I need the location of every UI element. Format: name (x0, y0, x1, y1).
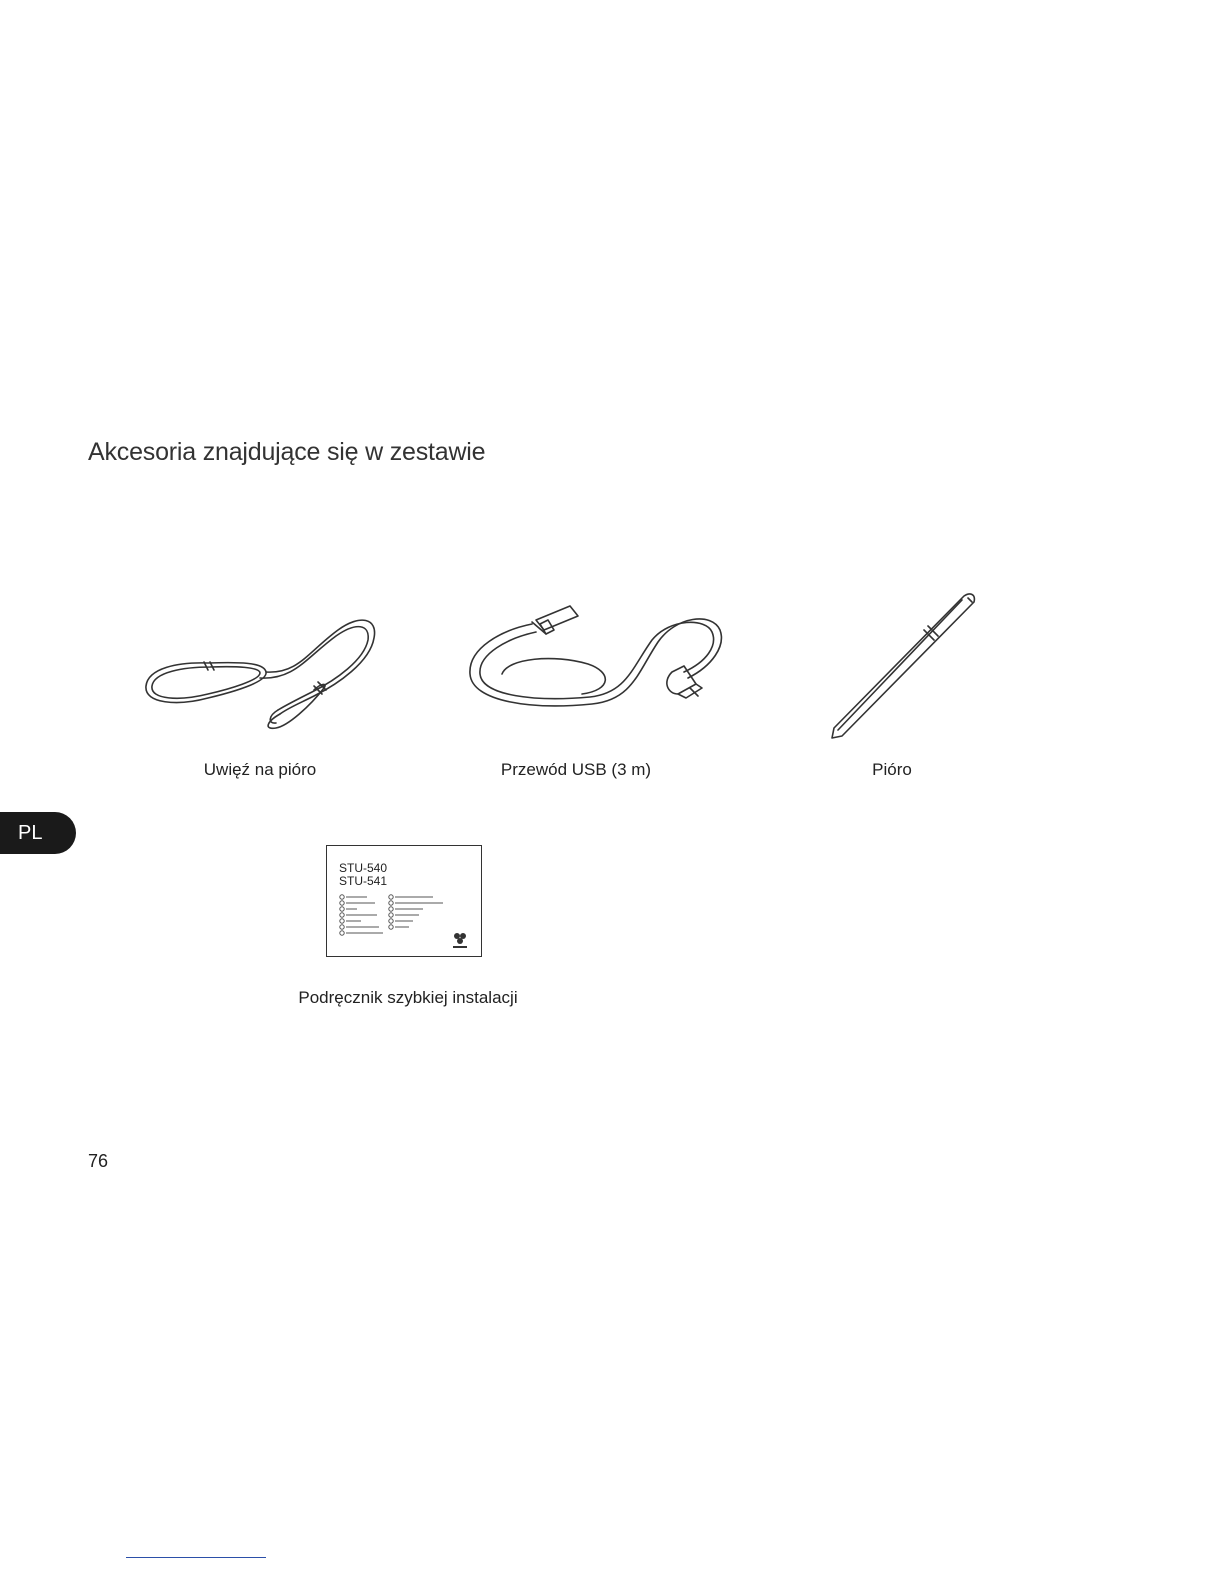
accessory-label-usb-cable: Przewód USB (3 m) (500, 760, 652, 779)
pen-illustration (822, 590, 982, 742)
footnote-rule (126, 1557, 266, 1558)
guide-model-names (339, 862, 387, 888)
page-number: 76 (88, 1151, 109, 1171)
guide-model-line: STU-541 (339, 874, 388, 888)
language-tab: PL (0, 812, 76, 854)
accessory-label-pen: Pióro (872, 760, 912, 779)
accessory-label-pen-tether: Uwięź na pióro (203, 760, 317, 779)
page-title: Akcesoria znajdujące się w zestawie (88, 438, 486, 466)
pen-tether-illustration (138, 612, 388, 730)
guide-language-list-graphic (339, 894, 471, 950)
accessory-label-quick-guide: Podręcznik szybkiej instalacji (298, 988, 518, 1007)
usb-cable-illustration (462, 602, 732, 720)
guide-model-line: STU-540 (339, 861, 388, 875)
quick-start-guide-illustration (326, 845, 482, 957)
